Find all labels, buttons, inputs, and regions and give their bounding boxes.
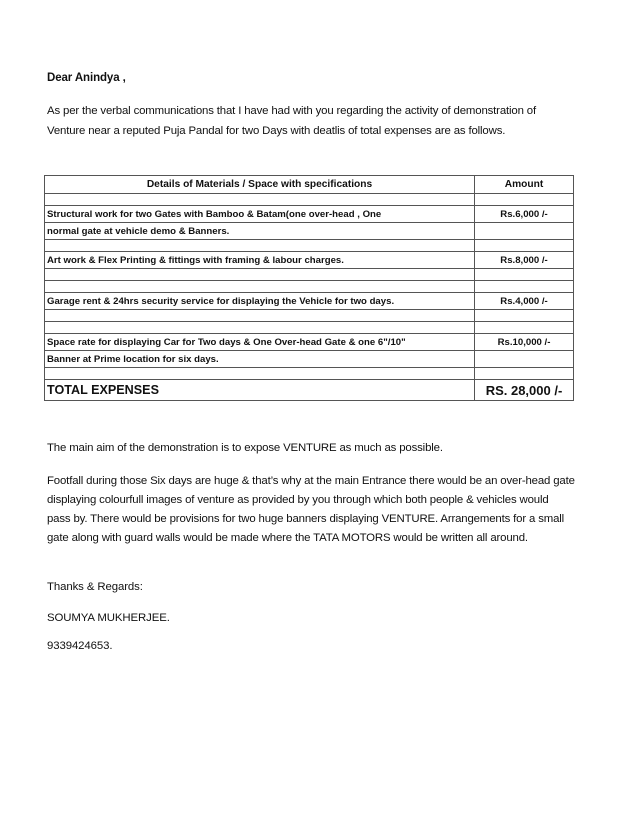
total-amount: RS. 28,000 /- [475,380,574,401]
item-amount: Rs.6,000 /- [475,206,574,223]
item-amount: Rs.10,000 /- [475,334,574,351]
sender-name: SOUMYA MUKHERJEE. [47,612,170,624]
table-spacer-row [45,281,574,293]
item-description: Art work & Flex Printing & fittings with framing & labour charges. [45,252,475,269]
item-amount: Rs.8,000 /- [475,252,574,269]
table-spacer-row [45,194,574,206]
table-header-row [45,176,574,194]
header-amount: Amount [475,176,574,194]
item-amount: Rs.4,000 /- [475,293,574,310]
table-row [45,223,574,240]
item-description: normal gate at vehicle demo & Banners. [45,223,475,240]
table-spacer-row [45,368,574,380]
table-row [45,351,574,368]
header-details: Details of Materials / Space with specifications [45,176,475,194]
table-spacer-row [45,269,574,281]
table-spacer-row [45,240,574,252]
footfall-line: displaying colourfull images of venture as provided by you through which both people & vehicles would [47,494,549,506]
intro-line: As per the verbal communications that I have had with you regarding the activity of demonstration of [47,105,536,117]
table-row [45,293,574,310]
table-row [45,252,574,269]
item-description: Garage rent & 24hrs security service for displaying the Vehicle for two days. [45,293,475,310]
total-label: TOTAL EXPENSES [45,380,475,401]
table-spacer-row [45,322,574,334]
total-row [45,380,574,401]
footfall-line: pass by. There would be provisions for two huge banners displaying VENTURE. Arrangements for a small [47,513,565,525]
intro-line: Venture near a reputed Puja Pandal for two Days with deatlis of total expenses are as follows. [47,125,506,137]
item-description: Banner at Prime location for six days. [45,351,475,368]
expenses-table [44,175,574,401]
letter-greeting: Dear Anindya , [47,72,126,84]
footfall-line: Footfall during those Six days are huge & that’s why at the main Entrance there would be an over-head gate [47,475,575,487]
item-description: Structural work for two Gates with Bamboo & Batam(one over-head , One [45,206,475,223]
table-row [45,334,574,351]
closing-thanks: Thanks & Regards: [47,581,143,593]
table-row [45,206,574,223]
table-spacer-row [45,310,574,322]
aim-paragraph: The main aim of the demonstration is to expose VENTURE as much as possible. [47,442,443,454]
item-description: Space rate for displaying Car for Two days & One Over-head Gate & one 6"/10" [45,334,475,351]
footfall-line: gate along with guard walls would be made where the TATA MOTORS would be written all around. [47,532,528,544]
intro-paragraph [47,101,587,141]
footfall-paragraph [47,472,575,548]
sender-phone: 9339424653. [47,640,113,652]
